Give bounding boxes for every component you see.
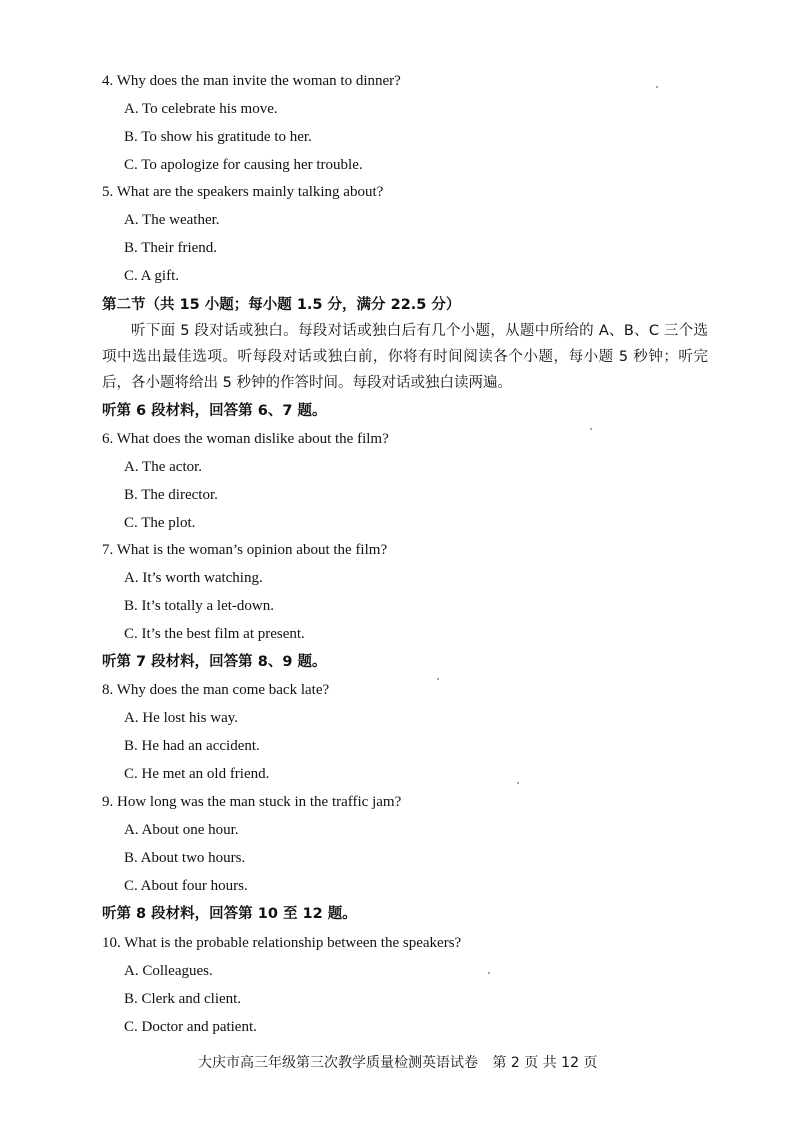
scan-speck: [437, 678, 439, 680]
question-stem: 10. What is the probable relationship between the speakers?: [102, 935, 462, 951]
option-a: A. About one hour.: [124, 822, 239, 838]
scan-speck: [656, 86, 658, 88]
option-c: C. The plot.: [124, 515, 196, 531]
option-a: A. The weather.: [124, 212, 220, 228]
option-b: B. About two hours.: [124, 850, 246, 866]
option-b: B. Clerk and client.: [124, 991, 242, 1007]
option-a: A. Colleagues.: [124, 963, 213, 979]
option-a: A. The actor.: [124, 459, 203, 475]
option-a: A. It’s worth watching.: [124, 570, 263, 586]
option-b: B. To show his gratitude to her.: [124, 129, 312, 145]
page-footer: [198, 1052, 607, 1072]
scan-speck: [517, 782, 519, 784]
option-b: B. The director.: [124, 487, 218, 503]
question-stem: 4. Why does the man invite the woman to dinner?: [102, 73, 401, 89]
option-c: C. Doctor and patient.: [124, 1019, 257, 1035]
option-c: C. He met an old friend.: [124, 766, 270, 782]
page-number: 第 2 页 共 12 页: [492, 1055, 598, 1071]
option-b: B. It’s totally a let-down.: [124, 598, 274, 614]
question-stem: 6. What does the woman dislike about the film?: [102, 431, 389, 447]
option-c: C. To apologize for causing her trouble.: [124, 157, 363, 173]
option-b: B. Their friend.: [124, 240, 218, 256]
question-stem: 8. Why does the man come back late?: [102, 682, 330, 698]
scan-speck: [488, 972, 490, 974]
exam-title: 大庆市高三年级第三次教学质量检测英语试卷: [198, 1055, 478, 1071]
question-stem: 9. How long was the man stuck in the traffic jam?: [102, 794, 402, 810]
group-heading: 听第 8 段材料，回答第 10 至 12 题。: [102, 906, 357, 922]
option-c: C. About four hours.: [124, 878, 248, 894]
option-a: A. He lost his way.: [124, 710, 239, 726]
option-b: B. He had an accident.: [124, 738, 260, 754]
option-c: C. It’s the best film at present.: [124, 626, 305, 642]
group-heading: 听第 7 段材料，回答第 8、9 题。: [102, 654, 327, 670]
section-instructions: 听下面 5 段对话或独白。每段对话或独白后有几个小题，从题中所给的 A、B、C 三个选项中选出最佳选项。听每段对话或独白前，你将有时间阅读各个小题，每小题 5 秒钟；听完后，各小题将给出 5 秒钟的作答时间。每段对话或独白读两遍。: [102, 323, 708, 391]
option-c: C. A gift.: [124, 268, 180, 284]
question-stem: 7. What is the woman’s opinion about the film?: [102, 542, 388, 558]
section-heading: 第二节（共 15 小题；每小题 1.5 分，满分 22.5 分）: [102, 297, 461, 313]
group-heading: 听第 6 段材料，回答第 6、7 题。: [102, 403, 327, 419]
question-stem: 5. What are the speakers mainly talking about?: [102, 184, 384, 200]
option-a: A. To celebrate his move.: [124, 101, 278, 117]
scan-speck: [590, 428, 592, 430]
